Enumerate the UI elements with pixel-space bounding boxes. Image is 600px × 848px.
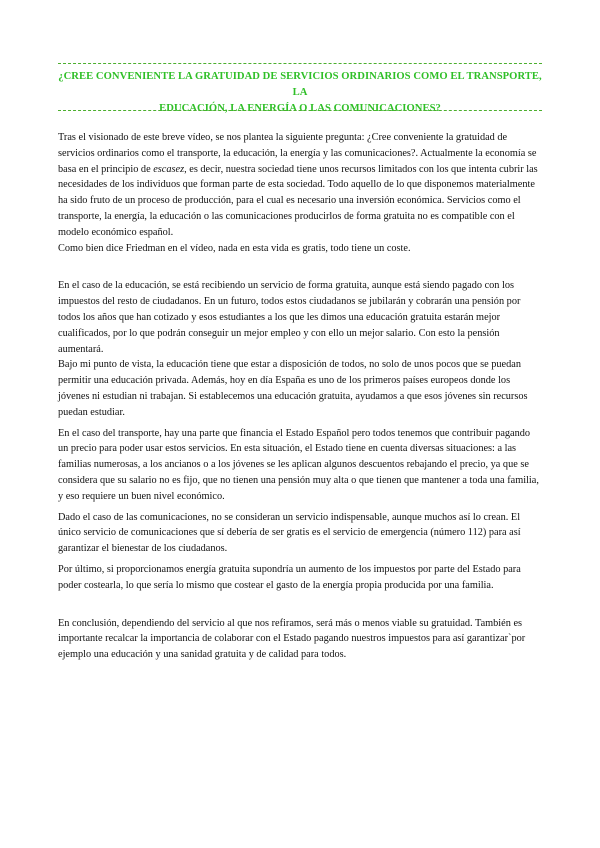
paragraph-conclusion: En conclusión, dependiendo del servicio al que nos refiramos, será más o menos viable su gratuidad. También es importante recalcar la importancia de colaborar con el Estado pagando nuestros impuestos para así garantizar`por ejemplo una educación y una sanidad gratuita y de calidad para todos. (58, 617, 526, 661)
top-divider (58, 63, 542, 64)
paragraph-education: En el caso de la educación, se está recibiendo un servicio de forma gratuita, aunque está siendo pagado con los impuestos del resto de ciudadanos. En un futuro, todos estos ciudadanos se jubilarán y cobrarán una pensión por todos los años que han cotizado y esos estudiantes a los que les dimos una educación gratuita estarán mejor cualificados, por lo que podrán conseguir un mejor empleo y con ello un mejor salario. Con esto la pensión aumentará. (58, 280, 521, 355)
title-line-2: EDUCACIÓN, LA ENERGÍA O LAS COMUNICACIONES? (159, 103, 441, 114)
document-body (58, 130, 542, 663)
paragraph-opinion: Bajo mi punto de vista, la educación tiene que estar a disposición de todos, no solo de unos pocos que se puedan permitir una educación privada. Además, hoy en día España es uno de los primeros países europeos donde los jóvenes ni estudian ni trabajan. Si establecemos una educación gratuita, ayudamos a que esos jóvenes sin recursos puedan estudiar. (58, 359, 528, 418)
title-line-1: ¿CREE CONVENIENTE LA GRATUIDAD DE SERVICIOS ORDINARIOS COMO EL TRANSPORTE, LA (58, 71, 542, 98)
paragraph-friedman: Como bien dice Friedman en el vídeo, nada en esta vida es gratis, todo tiene un coste. (58, 242, 411, 254)
emphasis-escasez: escasez (153, 163, 185, 175)
paragraph-intro: Tras el visionado de este breve vídeo, se nos plantea la siguiente pregunta: ¿Cree conveniente la gratuidad de servicios ordinarios como el transporte, la educación, la energía y las comunicaciones?. Actualmente la economía se basa en el principio de escasez, es decir, nuestra sociedad tiene unos recursos limitados con los que intenta cubrir las necesidades de los individuos que forman parte de esta sociedad. Todo aquello de lo que disponemos materialmente ha sido fruto de un proceso de producción, para el cual es necesario una inversión económica. Servicios como el transporte, la energía, la educación o las comunicaciones producirlos de forma gratuita no es compatible con el modelo económico español. (58, 132, 538, 238)
paragraph-energy: Por último, si proporcionamos energía gratuita supondría un aumento de los impuestos por parte del Estado para poder costearla, lo que sería lo mismo que costear el gasto de la energía propia producida por una familia. (58, 563, 521, 591)
paragraph-communications: Dado el caso de las comunicaciones, no se consideran un servicio indispensable, aunque muchos así lo crean. El único servicio de comunicaciones que sí debería de ser gratis es el servicio de emergencia (número 112) para así garantizar el bienestar de los ciudadanos. (58, 511, 521, 555)
paragraph-transport: En el caso del transporte, hay una parte que financia el Estado Español pero todos tenemos que contribuir pagando un precio para poder usar estos servicios. En esta situación, el Estado tiene en cuenta diversas situaciones: a las familias numerosas, a los ancianos o a los jóvenes se les aplican algunos descuentos rebajando el precio, ya que se considera que su salario no es fijo, que no tienen una pensión muy alta o que tienen que mantener a toda una familia, y eso requiere un buen nivel económico. (58, 427, 539, 502)
bottom-divider (58, 110, 542, 111)
